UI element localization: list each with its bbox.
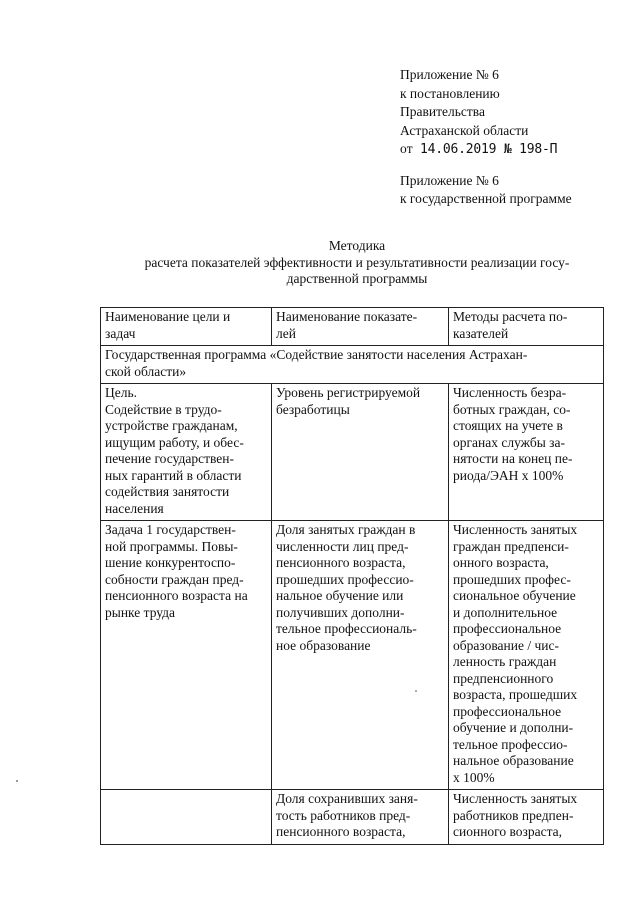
indicator-cell xyxy=(272,521,449,790)
indicator-line: Доля сохранивших заня- xyxy=(276,791,418,806)
header-goal-cell xyxy=(101,308,272,346)
method-line: образование / чис- xyxy=(453,637,559,653)
method-line: профессиональное xyxy=(453,703,562,719)
method-cell xyxy=(449,790,604,845)
indicator-line: пенсионного возраста, xyxy=(276,824,406,839)
goal-line: ищущим работу, и обес- xyxy=(105,434,244,450)
header-indicator-line: лей xyxy=(276,325,296,341)
indicator-line: Доля занятых граждан в xyxy=(276,522,416,537)
document-title xyxy=(100,238,614,288)
method-line: онного возраста, xyxy=(453,555,549,570)
method-line: граждан предпенси- xyxy=(453,538,569,554)
indicators-table xyxy=(100,307,604,845)
table-row xyxy=(101,790,604,845)
method-line: тельное профессио- xyxy=(453,736,568,752)
resolution-date-number: 14.06.2019 № 198-П xyxy=(420,142,558,157)
table-row xyxy=(101,521,604,790)
goal-line: ной программы. Повы- xyxy=(105,538,238,554)
method-line: стоящих на учете в xyxy=(453,418,563,433)
goal-line: Задача 1 государствен- xyxy=(105,522,236,537)
table-header-row xyxy=(101,308,604,346)
method-line: обучение и дополни- xyxy=(453,720,574,735)
method-line: предпенсионного xyxy=(453,670,554,686)
title-line-3: дарственной программы xyxy=(286,271,428,286)
indicator-line: прошедших профессио- xyxy=(276,571,414,587)
appendix-government: Правительства xyxy=(400,104,485,119)
header-method-line: казателей xyxy=(453,325,509,341)
indicator-line: получивших дополни- xyxy=(276,604,405,620)
header-goal-line: Наименование цели и xyxy=(105,309,231,324)
goal-line: содействия занятости xyxy=(105,484,230,499)
indicator-line: нальное обучение или xyxy=(276,588,404,603)
resolution-appendix-header xyxy=(400,66,557,160)
indicator-line: пенсионного возраста, xyxy=(276,555,406,570)
program-name-cell xyxy=(101,346,604,384)
goal-line: ных гарантий в области xyxy=(105,467,242,483)
header-indicator-cell xyxy=(272,308,449,346)
program-name-line: Государственная программа «Содействие занятости населения Астрахан- xyxy=(105,347,528,362)
program-name-line: ской области» xyxy=(105,363,187,379)
method-line: профессиональное xyxy=(453,621,562,636)
goal-cell xyxy=(101,790,272,845)
goal-line: Цель. xyxy=(105,385,138,400)
indicator-line: тость работников пред- xyxy=(276,807,411,823)
method-cell xyxy=(449,384,604,521)
method-line: ботных граждан, со- xyxy=(453,401,571,417)
program-appendix-header xyxy=(400,172,572,208)
goal-line: собности граждан пред- xyxy=(105,571,244,587)
method-line: х 100% xyxy=(453,769,495,785)
method-line: Численность безра- xyxy=(453,385,567,400)
date-prefix: от xyxy=(400,141,413,156)
method-line: прошедших профес- xyxy=(453,571,571,587)
method-line: и дополнительное xyxy=(453,604,558,620)
method-line: возраста, прошедших xyxy=(453,687,578,702)
goal-line: рынке труда xyxy=(105,604,176,620)
goal-cell xyxy=(101,384,272,521)
header-indicator-line: Наименование показате- xyxy=(276,309,418,324)
indicator-cell xyxy=(272,384,449,521)
method-line: нальное образование xyxy=(453,753,574,768)
indicator-cell xyxy=(272,790,449,845)
goal-line: пенсионного возраста на xyxy=(105,588,248,603)
header-goal-line: задач xyxy=(105,325,136,341)
header-method-cell xyxy=(449,308,604,346)
title-line-2: расчета показателей эффективности и результативности реализации госу- xyxy=(144,254,570,270)
table-row xyxy=(101,384,604,521)
method-line: сиональное обучение xyxy=(453,588,576,603)
scan-speck xyxy=(16,780,18,782)
goal-line: населения xyxy=(105,500,164,516)
title-methodology: Методика xyxy=(328,238,386,253)
goal-line: печение государствен- xyxy=(105,451,234,466)
appendix-region: Астраханской области xyxy=(400,122,529,138)
header-method-line: Методы расчета по- xyxy=(453,309,568,324)
resolution-date-line xyxy=(400,140,557,160)
appendix-to-resolution: к постановлению xyxy=(400,85,500,101)
goal-line: Содействие в трудо- xyxy=(105,401,222,417)
method-cell xyxy=(449,521,604,790)
scan-speck xyxy=(415,690,417,692)
goal-cell xyxy=(101,521,272,790)
method-line: ленность граждан xyxy=(453,654,557,669)
goal-line: шение конкурентоспо- xyxy=(105,555,236,570)
indicator-line: тельное профессиональ- xyxy=(276,621,417,636)
method-line: Численность занятых xyxy=(453,791,578,806)
indicator-line: безработицы xyxy=(276,401,350,417)
program-name-row xyxy=(101,346,604,384)
method-line: сионного возраста, xyxy=(453,824,563,839)
indicator-line: ное образование xyxy=(276,637,371,653)
method-line: органах службы за- xyxy=(453,434,565,450)
method-line: работников предпен- xyxy=(453,807,574,823)
method-line: нятости на конец пе- xyxy=(453,451,573,466)
program-appendix-number: Приложение № 6 xyxy=(400,173,499,188)
method-line: Численность занятых xyxy=(453,522,578,537)
indicator-line: численности лиц пред- xyxy=(276,538,409,554)
appendix-number: Приложение № 6 xyxy=(400,67,499,82)
goal-line: устройстве гражданам, xyxy=(105,418,238,433)
indicator-line: Уровень регистрируемой xyxy=(276,385,421,400)
method-line: риода/ЭАН х 100% xyxy=(453,467,564,483)
program-appendix-ref: к государственной программе xyxy=(400,191,572,206)
